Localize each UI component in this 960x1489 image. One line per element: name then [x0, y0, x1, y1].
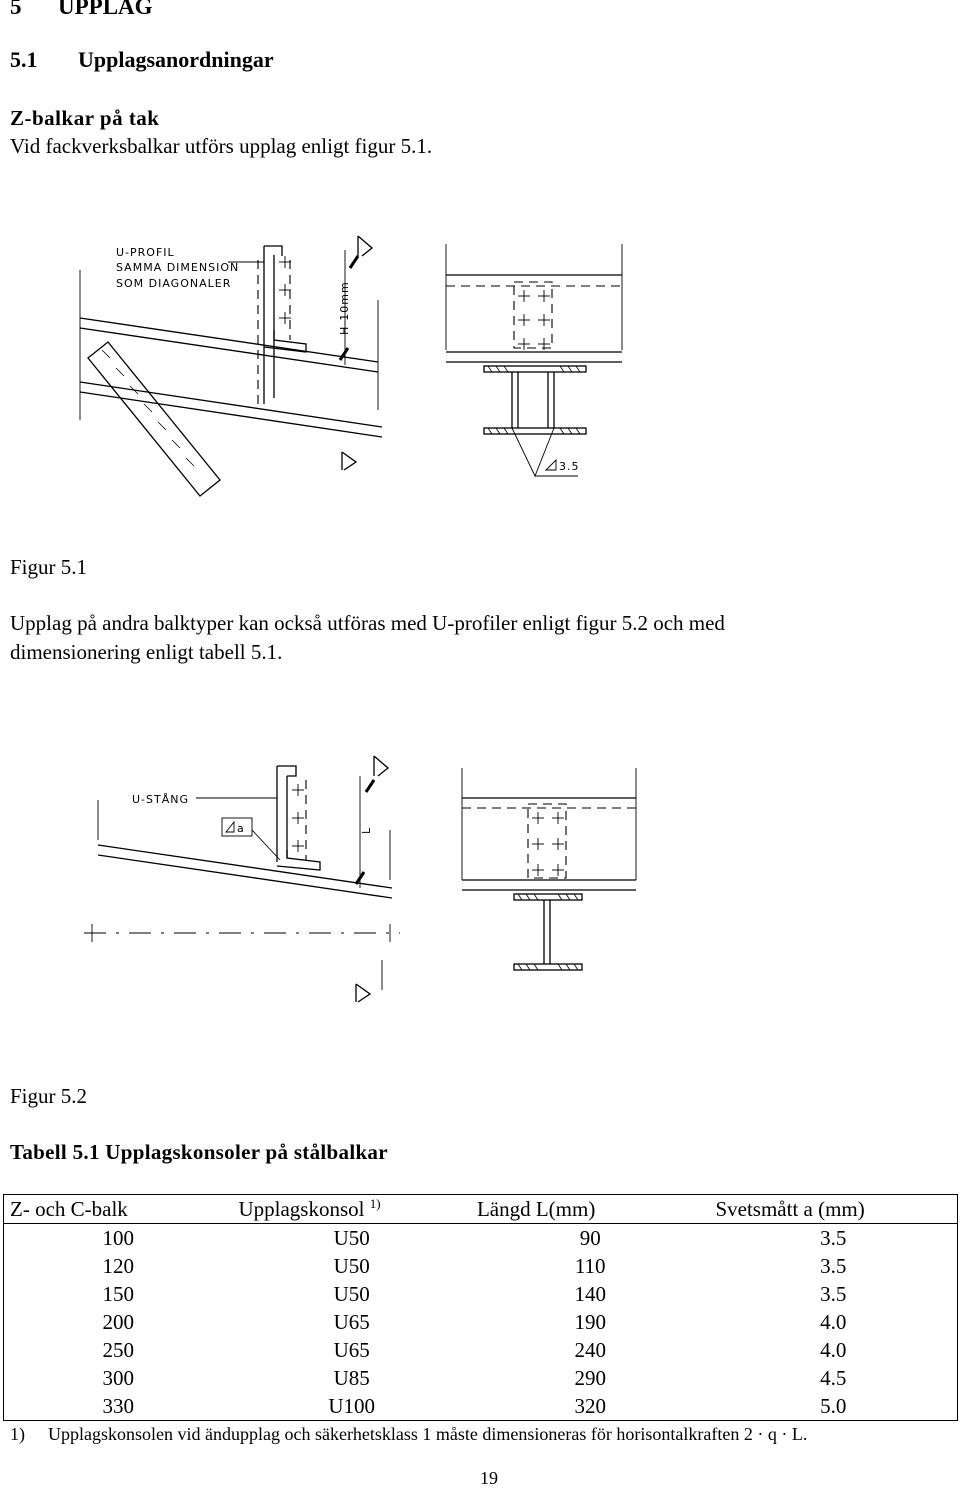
- fig1-weld-label: 3.5: [559, 460, 580, 473]
- table-cell: U85: [333, 1366, 370, 1390]
- table-cell: 4.0: [820, 1338, 847, 1362]
- subsection-title: Upplagsanordningar: [78, 47, 274, 72]
- table-header-note: 1): [369, 1196, 381, 1211]
- table-cell: 290: [574, 1366, 606, 1390]
- section-title: UPPLAG: [58, 0, 153, 19]
- table-cell: 3.5: [820, 1282, 847, 1306]
- table-cell: U65: [333, 1310, 370, 1334]
- table-title: Tabell 5.1 Upplagskonsoler på stålbalkar: [10, 1140, 388, 1164]
- table-cell: U50: [333, 1282, 370, 1306]
- fig1-label-samma-dimension: SAMMA DIMENSION: [116, 261, 240, 274]
- table-cell: 110: [574, 1254, 606, 1278]
- table-cell: 120: [102, 1254, 134, 1278]
- table-row: [4, 1336, 958, 1364]
- footnote-text: Upplagskonsolen vid ändupplag och säkerhetsklass 1 måste dimensioneras för horisontalkraften 2 · q · L.: [48, 1424, 808, 1444]
- table-cell: 300: [102, 1366, 134, 1390]
- footnote: [10, 1424, 807, 1445]
- table-cell: 90: [579, 1226, 601, 1250]
- footnote-marker: 1): [10, 1424, 25, 1444]
- fig1-right-detail: [446, 244, 622, 476]
- table-cell: 320: [574, 1394, 606, 1418]
- table-cell: U65: [333, 1338, 370, 1362]
- table-header-z-c-balk: Z- och C-balk: [4, 1195, 233, 1224]
- fig2-label-u-stang: U-STÅNG: [132, 793, 189, 806]
- fig2-left-detail: [84, 756, 400, 1002]
- table-header-upplagskonsol-label: Upplagskonsol: [238, 1197, 365, 1221]
- fig1-label-som-diagonaler: SOM DIAGONALER: [116, 277, 232, 290]
- table-cell: U100: [328, 1394, 376, 1418]
- table-row: [4, 1280, 958, 1308]
- table-header-svetsmatt: Svetsmått a (mm): [709, 1195, 957, 1224]
- fig1-height-label: H-10mm: [338, 281, 351, 335]
- table-cell: 190: [574, 1310, 606, 1334]
- table-cell: 100: [102, 1226, 134, 1250]
- fig2-length-label: L: [360, 826, 373, 834]
- table-cell: 3.5: [820, 1226, 847, 1250]
- section-number: 5: [10, 0, 22, 19]
- table-cell: 250: [102, 1338, 134, 1362]
- paragraph-2-line-2: dimensionering enligt tabell 5.1.: [10, 640, 283, 664]
- table-cell: 3.5: [820, 1254, 847, 1278]
- table-body: [4, 1224, 958, 1421]
- section-heading: [10, 0, 153, 20]
- table-row: [4, 1308, 958, 1336]
- fig1-left-detail: [80, 236, 382, 496]
- table-cell: U50: [333, 1226, 370, 1250]
- subsection-heading: [10, 47, 274, 73]
- page-number: 19: [480, 1468, 498, 1488]
- fig2-right-detail: [462, 768, 636, 970]
- table-cell: 330: [102, 1394, 134, 1418]
- support-console-table: [3, 1194, 958, 1421]
- table-row: [4, 1252, 958, 1280]
- fig1-label-u-profil: U-PROFIL: [116, 246, 175, 259]
- table-cell: U50: [333, 1254, 370, 1278]
- table-cell: 240: [574, 1338, 606, 1362]
- table-cell: 5.0: [820, 1394, 847, 1418]
- table-header-row: [4, 1195, 958, 1224]
- table-row: [4, 1392, 958, 1421]
- table-cell: 4.0: [820, 1310, 847, 1334]
- figure-5-2-caption: Figur 5.2: [10, 1084, 88, 1108]
- subheading: Z-balkar på tak: [10, 106, 160, 130]
- table-header-langd: Längd L(mm): [471, 1195, 710, 1224]
- fig2-weld-label: a: [237, 822, 245, 835]
- paragraph-2-line-1: Upplag på andra balktyper kan också utföras med U-profiler enligt figur 5.2 och med: [10, 611, 725, 635]
- subsection-number: 5.1: [10, 47, 38, 72]
- table-cell: 140: [574, 1282, 606, 1306]
- table-header-upplagskonsol: [232, 1195, 471, 1224]
- intro-text: Vid fackverksbalkar utförs upplag enligt figur 5.1.: [10, 134, 433, 158]
- table-row: [4, 1224, 958, 1253]
- table-cell: 4.5: [820, 1366, 847, 1390]
- paragraph-2: [10, 609, 725, 667]
- figure-5-1-caption: Figur 5.1: [10, 555, 88, 579]
- table-row: [4, 1364, 958, 1392]
- table-cell: 200: [102, 1310, 134, 1334]
- table-cell: 150: [102, 1282, 134, 1306]
- figure-5-1-drawing: [0, 230, 960, 530]
- figure-5-2-drawing: [0, 755, 960, 1015]
